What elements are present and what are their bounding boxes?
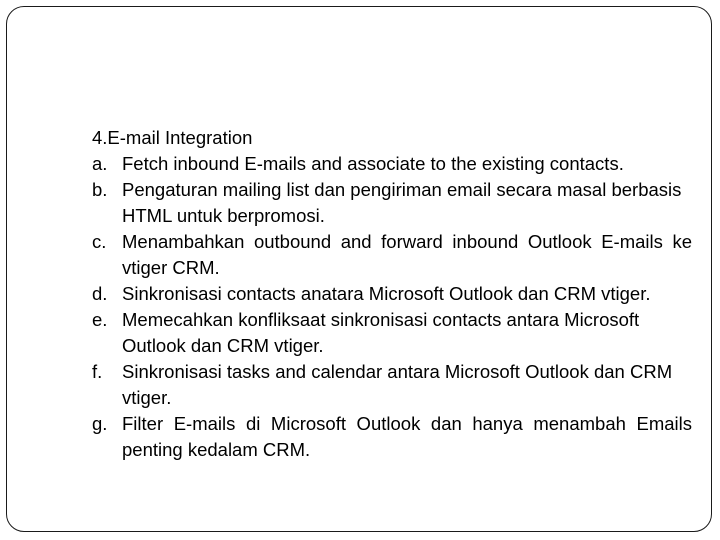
- section-heading: 4.E-mail Integration: [92, 127, 253, 148]
- list-item: [92, 151, 692, 177]
- list-item-text: Sinkronisasi tasks and calendar antara Microsoft Outlook dan CRM vtiger.: [122, 361, 673, 408]
- list-item: [92, 177, 692, 229]
- list-marker: g.: [92, 413, 108, 434]
- list-item: [92, 307, 692, 359]
- list-item-text: Pengaturan mailing list dan pengiriman email secara masal berbasis HTML untuk berpromosi.: [122, 179, 682, 226]
- list-marker: d.: [92, 283, 108, 304]
- list-item-text: Sinkronisasi contacts anatara Microsoft Outlook dan CRM vtiger.: [122, 283, 651, 304]
- list-marker: c.: [92, 231, 107, 252]
- slide-frame: [6, 6, 712, 532]
- list-marker: b.: [92, 179, 108, 200]
- list-item-text: Memecahkan konfliksaat sinkronisasi contacts antara Microsoft Outlook dan CRM vtiger.: [122, 309, 640, 356]
- list-marker: a.: [92, 153, 108, 174]
- list-marker: f.: [92, 361, 103, 382]
- slide-content: [92, 125, 692, 463]
- item-list: [92, 151, 692, 463]
- list-item-text: Menambahkan outbound and forward inbound Outlook E-mails ke vtiger CRM.: [122, 231, 692, 278]
- list-item: [92, 281, 692, 307]
- list-marker: e.: [92, 309, 108, 330]
- list-item: [92, 359, 692, 411]
- list-item-text: Fetch inbound E-mails and associate to the existing contacts.: [122, 153, 624, 174]
- list-item-text: Filter E-mails di Microsoft Outlook dan hanya menambah Emails penting kedalam CRM.: [122, 413, 692, 460]
- list-item: [92, 411, 692, 463]
- list-item: [92, 229, 692, 281]
